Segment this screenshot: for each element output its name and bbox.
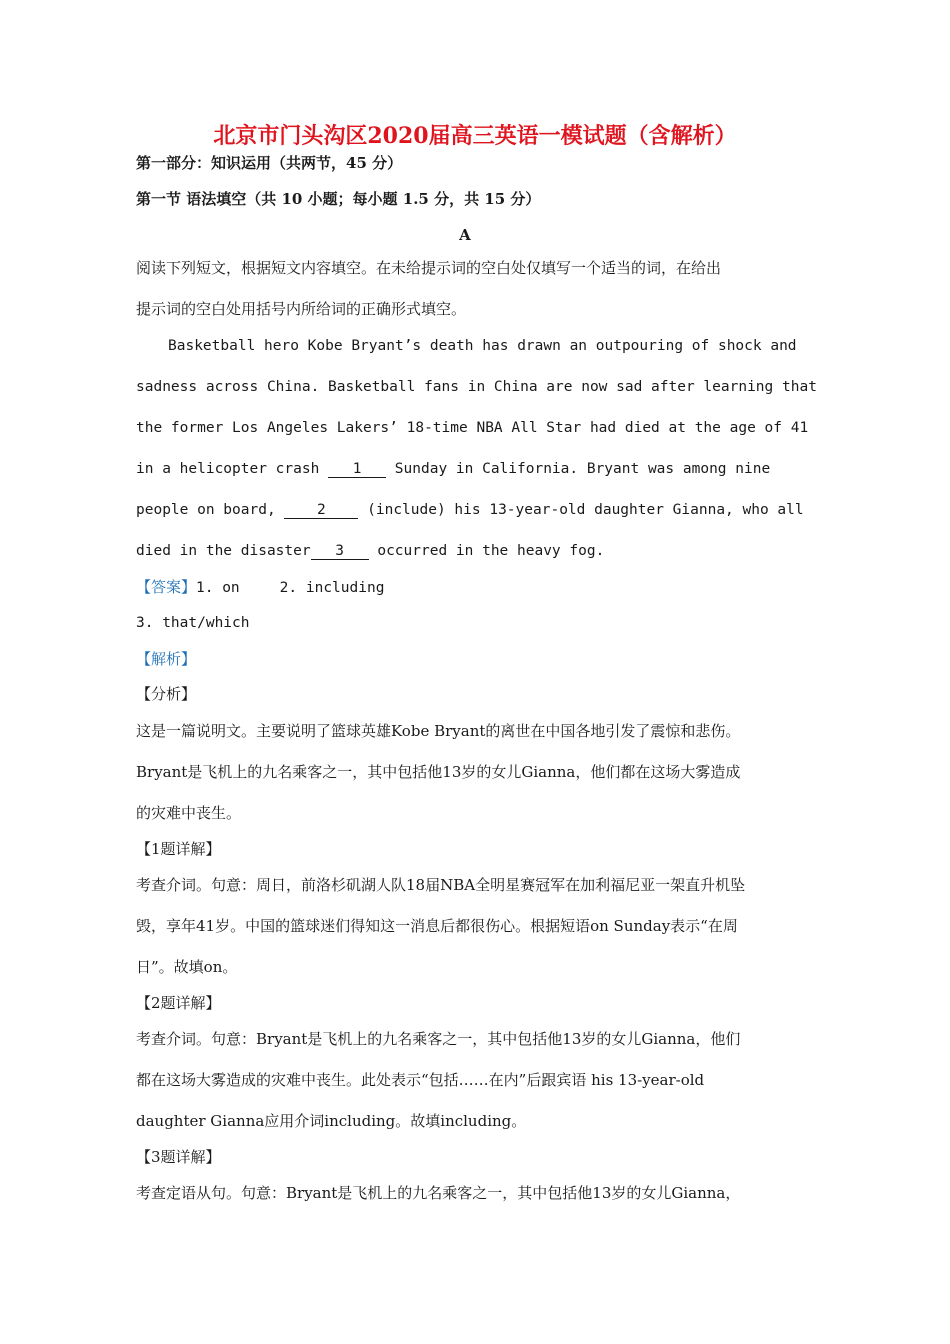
q2-heading: 【2题详解】: [136, 994, 221, 1012]
passage-text: died in the disaster: [136, 543, 311, 559]
blank-2[interactable]: 2: [284, 502, 358, 519]
passage-text: in a helicopter crash: [136, 461, 329, 477]
answer-line: [136, 577, 384, 598]
q2-line-1: 考查介词。句意：Bryant是飞机上的九名乘客之一，其中包括他13岁的女儿Gianna，他们: [136, 1030, 741, 1048]
passage-text: people on board,: [136, 502, 285, 518]
blank-1[interactable]: 1: [328, 461, 386, 478]
q1-line-3: 日”。故填on。: [136, 958, 238, 976]
answer-3: 3. that/which: [136, 615, 250, 631]
fenxi-line-1: 这是一篇说明文。主要说明了篮球英雄Kobe Bryant的离世在中国各地引发了震惊和悲伤。: [136, 722, 741, 740]
q3-heading: 【3题详解】: [136, 1148, 221, 1166]
q1-heading: 【1题详解】: [136, 840, 221, 858]
instructions-line-2: 提示词的空白处用括号内所给词的正确形式填空。: [136, 300, 467, 318]
passage-line-5: [136, 500, 804, 520]
q1-line-2: 毁，享年41岁。中国的篮球迷们得知这一消息后都很伤心。根据短语on Sunday表示“在周: [136, 917, 738, 935]
answer-tag: 【答案】: [136, 578, 197, 596]
passage-line-1: Basketball hero Kobe Bryant’s death has drawn an outpouring of shock and: [168, 338, 797, 354]
section-heading: 第一节 语法填空（共 10 小题；每小题 1.5 分，共 15 分）: [136, 190, 541, 208]
part-heading: 第一部分：知识运用（共两节，45 分）: [136, 154, 403, 172]
passage-text: (include) his 13-year-old daughter Gianna, who all: [358, 502, 804, 518]
q2-line-3: daughter Gianna应用介词including。故填including。: [136, 1112, 527, 1130]
instructions-line-1: 阅读下列短文，根据短文内容填空。在未给提示词的空白处仅填写一个适当的词，在给出: [136, 259, 722, 277]
section-letter: A: [459, 226, 471, 244]
passage-line-3: the former Los Angeles Lakers’ 18-time NBA All Star had died at the age of 41: [136, 420, 809, 436]
passage-line-2: sadness across China. Basketball fans in China are now sad after learning that: [136, 379, 817, 395]
passage-line-4: [136, 459, 770, 479]
passage-line-6: [136, 541, 604, 561]
answer-2: 2. including: [279, 580, 385, 596]
document-title: 北京市门头沟区2020届高三英语一模试题（含解析）: [213, 123, 737, 149]
passage-text: Sunday in California. Bryant was among nine: [386, 461, 771, 477]
q2-line-2: 都在这场大雾造成的灾难中丧生。此处表示“包括……在内”后跟宾语 his 13-year-old: [136, 1071, 705, 1089]
blank-3[interactable]: 3: [311, 543, 369, 560]
q1-line-1: 考查介词。句意：周日，前洛杉矶湖人队18届NBA全明星赛冠军在加利福尼亚一架直升机坠: [136, 876, 746, 894]
q3-line-1: 考查定语从句。句意：Bryant是飞机上的九名乘客之一，其中包括他13岁的女儿Gianna，: [136, 1184, 741, 1202]
fenxi-heading: 【分析】: [136, 685, 197, 703]
fenxi-line-2: Bryant是飞机上的九名乘客之一，其中包括他13岁的女儿Gianna，他们都在这场大雾造成: [136, 763, 741, 781]
passage-text: occurred in the heavy fog.: [368, 543, 605, 559]
fenxi-line-3: 的灾难中丧生。: [136, 804, 242, 822]
analysis-tag: 【解析】: [136, 650, 197, 668]
answer-1: 1. on: [196, 580, 240, 596]
